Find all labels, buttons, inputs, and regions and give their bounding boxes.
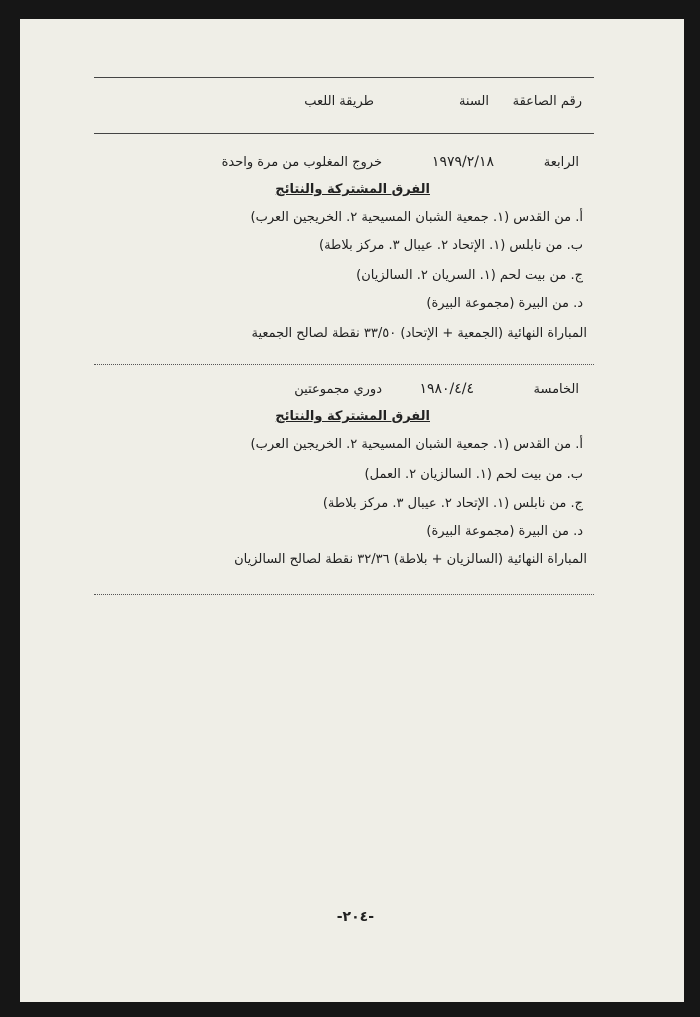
header-method-label: طريقة اللعب xyxy=(304,94,374,109)
header-round-label: رقم الصاعقة xyxy=(512,94,582,109)
section-round: الرابعة xyxy=(543,155,579,170)
header-top-rule xyxy=(94,77,594,78)
document-page xyxy=(20,19,684,1002)
list-item: د. من البيرة (مجموعة البيرة) xyxy=(426,296,583,311)
section-separator xyxy=(94,364,594,365)
section-method: خروج المغلوب من مرة واحدة xyxy=(221,155,382,170)
section-date: ١٩٧٩/٢/١٨ xyxy=(431,154,494,170)
list-item: د. من البيرة (مجموعة البيرة) xyxy=(426,524,583,539)
section-subtitle: الفرق المشتركة والنتائج xyxy=(275,409,430,424)
section-subtitle: الفرق المشتركة والنتائج xyxy=(275,182,430,197)
list-item: ج. من نابلس (١. الإتحاد ٢. عيبال ٣. مركز بلاطة) xyxy=(322,496,583,511)
list-item: ب. من بيت لحم (١. السالزيان ٢. العمل) xyxy=(364,467,583,482)
page-number: -٢٠٤- xyxy=(336,909,374,925)
list-item: أ. من القدس (١. جمعية الشبان المسيحية ٢. الخريجين العرب) xyxy=(250,210,583,225)
header-year-label: السنة xyxy=(458,94,489,109)
header-bottom-rule xyxy=(94,133,594,134)
list-item: أ. من القدس (١. جمعية الشبان المسيحية ٢. الخريجين العرب) xyxy=(250,437,583,452)
section-round: الخامسة xyxy=(533,382,579,397)
final-result: المباراة النهائية (الجمعية + الإتحاد) ٣٣/٥٠ نقطة لصالح الجمعية xyxy=(251,326,587,341)
section-method: دوري مجموعتين xyxy=(294,382,382,397)
list-item: ب. من نابلس (١. الإتحاد ٢. عيبال ٣. مركز بلاطة) xyxy=(319,238,583,253)
section-separator xyxy=(94,594,594,595)
list-item: ج. من بيت لحم (١. السريان ٢. السالزيان) xyxy=(356,268,583,283)
section-date: ١٩٨٠/٤/٤ xyxy=(419,381,474,397)
final-result: المباراة النهائية (السالزيان + بلاطة) ٣٢/٣٦ نقطة لصالح السالزيان xyxy=(234,552,587,567)
